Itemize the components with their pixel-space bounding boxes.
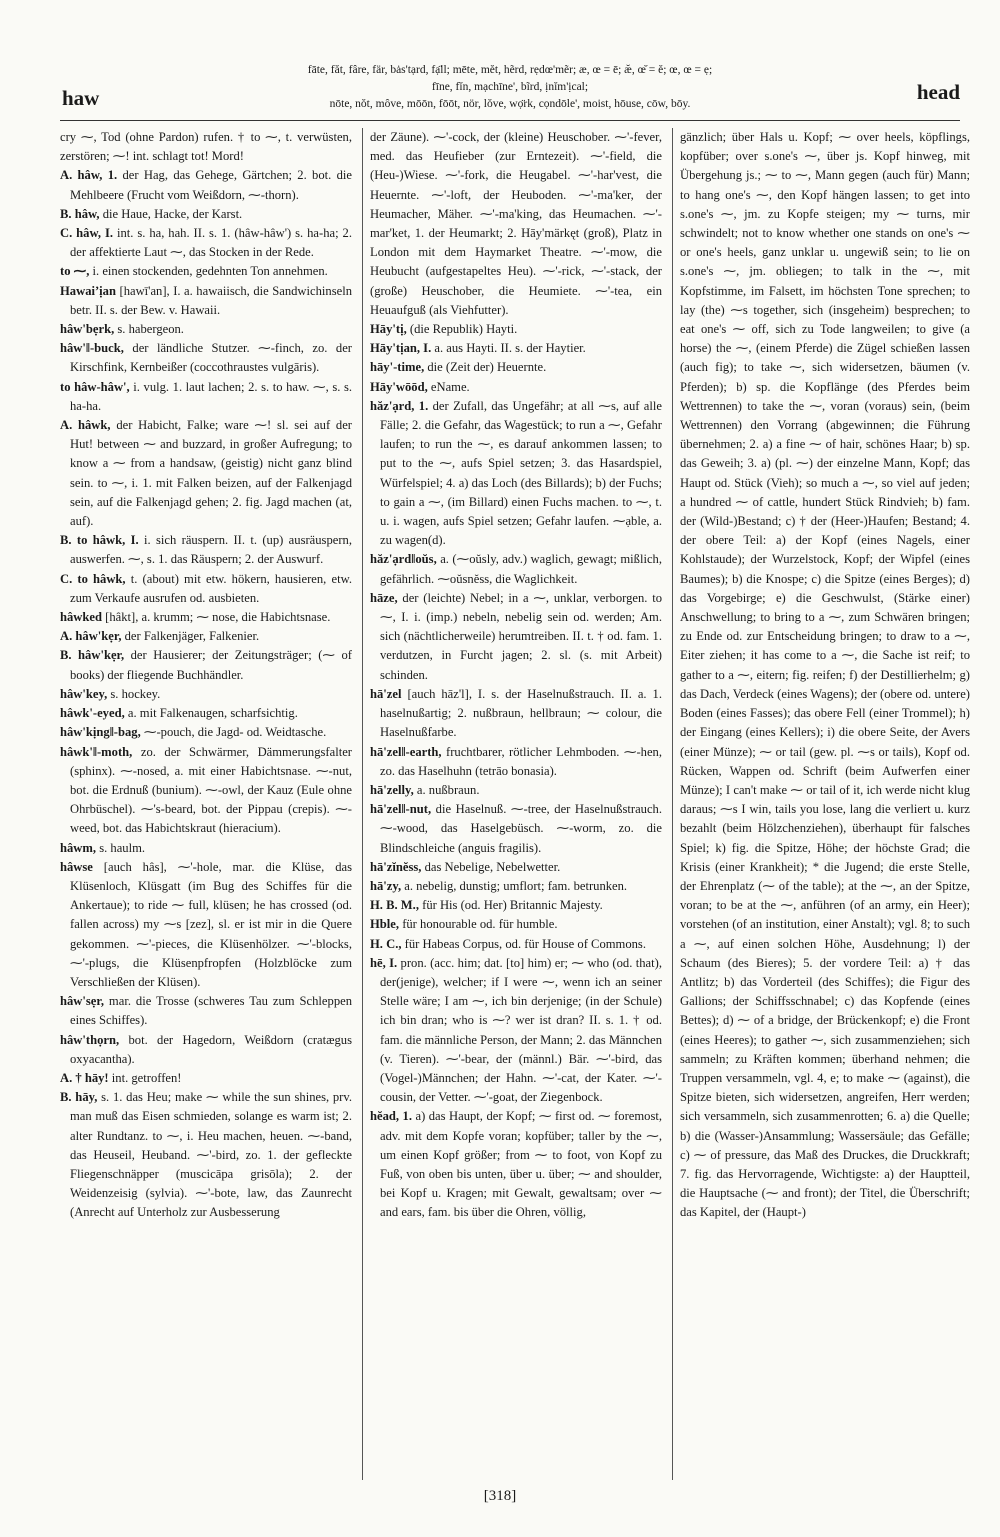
entry-headword: Hāy'tịan, I. bbox=[370, 341, 432, 356]
entry-definition: die (Zeit der) Heuernte. bbox=[424, 360, 547, 375]
entry-headword: B. to hâwk, I. bbox=[60, 533, 139, 548]
entry-headword: hā'zel‖-earth, bbox=[370, 744, 442, 759]
dictionary-entry bbox=[60, 128, 352, 166]
page-number: [318] bbox=[483, 1488, 517, 1504]
entry-definition: der (leichte) Nebel; in a ⁓, unklar, verborgen. to ⁓, I. i. (imp.) nebeln, nebelig sein od. werden; Am. sich (nächtlicherweile) herumtreiben. II. t. † od. fam. 1. verdutzen, in Furcht jagen; 2. sl. (s. mit Arbeit) schinden. bbox=[380, 590, 662, 682]
dictionary-entry bbox=[60, 1088, 352, 1222]
entry-definition: cry ⁓, Tod (ohne Pardon) rufen. † to ⁓, t. verwüsten, zerstören; ⁓! int. schlagt tot! Mord! bbox=[60, 130, 352, 164]
dictionary-entry bbox=[60, 723, 352, 742]
entry-definition: a. nußbraun. bbox=[413, 782, 480, 797]
entry-definition: int. s. ha, hah. II. s. 1. (hâw-hâw') s. ha-ha; 2. der affektierte Laut ⁓, das Stocken in der Rede. bbox=[70, 226, 352, 260]
entry-columns bbox=[60, 128, 970, 1480]
dictionary-entry bbox=[60, 858, 352, 992]
dictionary-entry bbox=[370, 589, 662, 685]
dictionary-entry bbox=[370, 743, 662, 781]
entry-headword: A. hâw, 1. bbox=[60, 168, 118, 183]
entry-headword: hā'zel‖-nut, bbox=[370, 802, 432, 817]
dictionary-entry bbox=[60, 339, 352, 377]
dictionary-entry bbox=[60, 627, 352, 646]
entry-headword: A. † hāy! bbox=[60, 1070, 109, 1085]
running-head-last-word: head bbox=[916, 80, 960, 104]
entry-definition: der Falkenjäger, Falkenier. bbox=[121, 629, 260, 644]
dictionary-entry bbox=[370, 378, 662, 397]
entry-headword: C. hâw, I. bbox=[60, 226, 114, 241]
entry-headword: H. C., bbox=[370, 936, 402, 951]
entry-headword: hâw'bẹrk, bbox=[60, 322, 115, 337]
dictionary-entry bbox=[370, 935, 662, 954]
dictionary-entry bbox=[680, 128, 970, 1223]
dictionary-entry bbox=[60, 743, 352, 839]
entry-headword: Hawaiʼịan bbox=[60, 283, 116, 298]
entry-headword: Hāy'wōōd, bbox=[370, 379, 428, 394]
entry-definition: a. mit Falkenaugen, scharfsichtig. bbox=[124, 706, 298, 721]
entry-definition: ⁓-pouch, die Jagd- od. Weidtasche. bbox=[140, 725, 327, 740]
entry-headword: hâwked bbox=[60, 610, 102, 625]
entry-headword: hā'zelly, bbox=[370, 782, 414, 797]
entry-headword: hā'zy, bbox=[370, 878, 402, 893]
entry-headword: hâw'thọrn, bbox=[60, 1032, 120, 1047]
entry-headword: hăz'ạrd, 1. bbox=[370, 398, 429, 413]
dictionary-entry bbox=[60, 1031, 352, 1069]
entry-headword: to ⁓, bbox=[60, 264, 90, 279]
entry-definition: gänzlich; über Hals u. Kopf; ⁓ over heels, köpflings, kopfüber; over s.one's ⁓, über js. Kopf hinweg, mit Übergehung js.; ⁓ to ⁓, Mann gegen (auch für) Mann; to hang one's ⁓, den Kopf hängen lassen; to get into s.one's ⁓, jm. zu Kopfe steigen; my ⁓ turns, mir schwindelt; not to know whether one stands on one's ⁓ or one's heels, ganz unklar u. ungewiß sein; to lie on s.one's ⁓, jm. obliegen; to talk in the ⁓, mit Kopfstimme, im Falsett, im höchsten Tone sprechen; to lay (the) ⁓s together, sich (insgeheim) besprechen; to eat one's ⁓ off, sich zu Tode langweilen; to give (a horse) the ⁓, (einem Pferde) die Zügel schießen lassen (auch fig); to take ⁓, sich widersetzen, bäumen (v. Pferden); b) sp. die Kopflänge (des Pferdes beim Wettrennen) to take the ⁓, voran (voraus) sein, (beim Wettrennen) den Vorrang (abgewinnen; die Führung übernehmen; 2. a) a fine ⁓ of hair, schönes Haar; b) sp. das Geweih; 3. a) (pl. ⁓) der einzelne Mann, Kopf; das Haupt od. Stück (Vieh); so much a ⁓, so viel auf jeden; a hundred ⁓ of cattle, hundert Stück Rindvieh; b) fam. der (Wild-)Bestand; c) † der (Heer-)Haufen; Bestand; 4. der obere Teil: a) der Kopf (eines Nagels, einer Kohlstaude); der Wurzelstock, Kopf; der Wipfel (eines Baumes); b) die Knospe; c) die Spitze (eines Berges); d) das Vorgebirge; e) die Geschwulst, (Stärke einer) Anschwellung; to bring to a ⁓, zum Schwären bringen; zu Ende od. zur Entscheidung bringen; to draw to a ⁓, Eiter ziehen; it has come to a ⁓, die Sache ist reif; to gather to a ⁓, eitern; fig. reifen; f) der Destillierhelm; g) das Dach, Verdeck (eines Wagens); der (obere od. untere) Boden (eines Fasses); das obere Fell (einer Trommel); h) der Eingang (eines Kellers); i) die obere Seite, der Avers (einer Münze); ⁓ or tail (gew. pl. ⁓s or tails), Kopf od. Rücken, Wappen od. Schrift (beim Aufwerfen einer Münze); I can't make ⁓ or tail of it, ich werde nicht klug daraus; ⁓s I win, tails you lose, lang die verliert u. kurz bezahlt (beim Hölzchenziehen), überhaupt für falsches Spiel; k) fig. die Spitze, Höhe; der höchste Grad; die Krisis (einer Krankheit); * die Jugend; die erste Stelle, der Ehrenplatz (⁓ of the table); at the ⁓, an der Spitze, voran; to be at the ⁓, anführen (of an army, ein Heer); vorstehen (of an institution, einer Anstalt); vgl. 8; to such a ⁓, auf einen solchen Höhe, Ausdehnung; l) der Schaum (des Bieres); 5. der vordere Teil: a) † das Antlitz; b) das Vorderteil (des Schiffes); die Figur des Gallions; der Schiffsschnabel; c) das Kopfende (eines Bettes); d) ⁓ of a bridge, der Brückenkopf; e) die Front (eines Heeres); to gather ⁓, sich zusammenziehen; sich sammeln; zu Kräften kommen; überhand nehmen; die Truppen versammeln, vgl. 4, e; to make ⁓ (against), die Spitze bieten, sich widersetzen, angreifen, Herr werden; sich versammeln, sich zusammenrotten; 6. a) die Quelle; b) die (Wasser-)Ansammlung; Wassersäule; das Gefälle; c) ⁓ of pressure, das Maß des Druckes, die Druckkraft; 7. fig. das Hervorragende, Wichtigste: a) der Hauptteil, die Hauptsache (⁓ and front); der Titel, die Überschrift; das Kapitel, der (Haupt-) bbox=[680, 130, 970, 1220]
dictionary-entry bbox=[370, 550, 662, 588]
dictionary-entry bbox=[60, 685, 352, 704]
dictionary-entry bbox=[370, 128, 662, 320]
entry-definition: der Hausierer; der Zeitungsträger; (⁓ of books) der fliegende Buchhändler. bbox=[70, 648, 352, 682]
dictionary-entry bbox=[370, 320, 662, 339]
entry-headword: hē, I. bbox=[370, 955, 398, 970]
entry-definition: für Habeas Corpus, od. für House of Commons. bbox=[401, 936, 646, 951]
header-rule bbox=[60, 120, 960, 121]
dictionary-entry bbox=[60, 1069, 352, 1088]
dictionary-entry bbox=[60, 646, 352, 684]
entry-headword: hā'zel bbox=[370, 686, 402, 701]
entry-headword: hâwk'-eyed, bbox=[60, 706, 125, 721]
entry-headword: hĕad, 1. bbox=[370, 1109, 412, 1124]
column-left bbox=[60, 128, 352, 1480]
entry-headword: hâwse bbox=[60, 859, 93, 874]
pronunciation-line-1: fāte, făt, fâre, fär, bȧs'tạrd, fạ̈ll; mēte, mĕt, hẽrd, rẹdœ'mẽr; æ, œ = ē; æ̆, œ̆ = ĕ; œ, œ = ẹ; bbox=[307, 64, 713, 76]
entry-headword: hâw'key, bbox=[60, 686, 108, 701]
dictionary-entry bbox=[60, 531, 352, 569]
entry-headword: hāy'-time, bbox=[370, 360, 425, 375]
column-right bbox=[680, 128, 970, 1480]
dictionary-entry bbox=[60, 166, 352, 204]
entry-headword: Hāy'tị, bbox=[370, 322, 407, 337]
dictionary-entry bbox=[370, 800, 662, 858]
pronunciation-line-3: nōte, nŏt, môve, mōōn, fōōt, nör, lŏve, wọ̈rk, cọndōle', moist, hōuse, cōw, bōy. bbox=[329, 98, 691, 110]
dictionary-entry bbox=[60, 608, 352, 627]
entry-headword: B. hâw, bbox=[60, 206, 100, 221]
column-divider bbox=[672, 128, 673, 1480]
entry-headword: hāze, bbox=[370, 590, 398, 605]
dictionary-entry bbox=[60, 224, 352, 262]
dictionary-entry bbox=[370, 685, 662, 743]
entry-definition: zo. der Schwärmer, Dämmerungsfalter (sphinx). ⁓-nosed, a. mit einer Habichtsnase. ⁓-nut, bot. die Erdnuß (bunium). ⁓-owl, der Kauz (Eule ohne Ohrbüschel). ⁓'s-beard, bot. der Pippau (crepis). ⁓-weed, bot. das Habichtskraut (hieracium). bbox=[70, 744, 352, 836]
entry-definition: [hâkt], a. krumm; ⁓ nose, die Habichtsnase. bbox=[102, 610, 331, 625]
entry-definition: t. (about) mit etw. hökern, hausieren, etw. zum Verkaufe ausrufen od. ausbieten. bbox=[70, 571, 352, 605]
dictionary-entry bbox=[370, 896, 662, 915]
dictionary-entry bbox=[370, 1107, 662, 1222]
entry-definition: s. habergeon. bbox=[114, 322, 184, 337]
dictionary-entry bbox=[370, 781, 662, 800]
entry-headword: to hâw-hâw', bbox=[60, 379, 130, 394]
entry-definition: [auch hāz'l], I. s. der Haselnußstrauch. II. a. 1. haselnußartig; 2. nußbraun, hellbraun; ⁓ colour, die Haselnußfarbe. bbox=[380, 686, 662, 740]
entry-headword: H. B. M., bbox=[370, 898, 419, 913]
entry-definition: für honourable od. für humble. bbox=[399, 917, 558, 932]
dictionary-entry bbox=[370, 339, 662, 358]
entry-headword: hā'zĭnĕss, bbox=[370, 859, 422, 874]
entry-definition: [auch hâs], ⁓'-hole, mar. die Klüse, das Klüsenloch, Klüsgatt (im Bug des Schiffes für die Ankertaue); to ride ⁓ full, klüsen; he has crossed (od. fallen across) my ⁓s [zez], sl. er ist mir in die Quere gekommen. ⁓'-pieces, die Klüsenhölzer. ⁓'-blocks, ⁓'-plugs, die Klüsenpfropfen (Holzblöcke zum Verschließen der Klüsen). bbox=[70, 859, 352, 989]
dictionary-entry bbox=[370, 877, 662, 896]
entry-definition: s. hockey. bbox=[107, 686, 161, 701]
entry-definition: pron. (acc. him; dat. [to] him) er; ⁓ who (od. that), der(jenige), welcher; if I were ⁓, wenn ich an seiner Stelle wäre; I am ⁓, ich bin derjenige; (in der Schule) ich bin dran; who is ⁓? wer ist dran? II. s. 1. † od. fam. die männliche Person, der Mann; 2. das Männchen (v. Tieren). ⁓'-bear, der (männl.) Bär. ⁓'-bird, das (Vogel-)Männchen; der Hahn. ⁓'-cat, der Kater. ⁓'-cousin, der Vetter. ⁓'-goat, der Ziegenbock. bbox=[380, 955, 662, 1105]
entry-headword: hâwm, bbox=[60, 840, 97, 855]
entry-definition: i. einen stockenden, gedehnten Ton annehmen. bbox=[89, 264, 328, 279]
entry-definition: der Zäune). ⁓'-cock, der (kleine) Heuschober. ⁓'-fever, med. das Heufieber (zur Erntezeit). ⁓'-field, die (Heu-)Wiese. ⁓'-fork, die Heugabel. ⁓'-har'vest, die Heuernte. ⁓'-loft, der Heuboden. ⁓'-ma'ker, der Heumacher, Mäher. ⁓'-ma'king, das Heumachen. ⁓'-mar'ket, 1. der Heumarkt; 2. Hāy'märkęt (groß), Platz in London mit dem Haymarket Theatre. ⁓'-mow, die Heubucht (aufgestapeltes Heu). ⁓'-rick, ⁓'-stack, der (große) Heuschober, die Heumiete. ⁓'-tea, ein Heuaufguß (als Viehfutter). bbox=[370, 130, 662, 317]
dictionary-entry bbox=[370, 858, 662, 877]
entry-headword: B. hāy, bbox=[60, 1090, 98, 1105]
entry-definition: fruchtbarer, rötlicher Lehmboden. ⁓-hen, zo. das Haselhuhn (tetrāo bonasia). bbox=[380, 744, 662, 778]
pronunciation-line-2: fīne, fĭn, mạchīne', bĩrd, ịnĭm'ịcal; bbox=[431, 81, 589, 93]
entry-definition: der Hag, das Gehege, Gärtchen; 2. bot. die Mehlbeere (Frucht vom Weißdorn, ⁓-thorn). bbox=[70, 168, 352, 202]
entry-headword: Hble, bbox=[370, 917, 400, 932]
entry-definition: a. (⁓oŭsly, adv.) waglich, gewagt; mißlich, gefährlich. ⁓oŭsnĕss, die Waglichkeit. bbox=[380, 552, 662, 586]
dictionary-entry bbox=[60, 992, 352, 1030]
entry-definition: s. haulm. bbox=[96, 840, 146, 855]
entry-definition: der Zufall, das Ungefähr; at all ⁓s, auf alle Fälle; 2. die Gefahr, das Wagestück; to run a ⁓, Gefahr laufen; to run the ⁓, es darauf ankommen lassen; to put to the ⁓, aufs Spiel setzen; 3. das Hasardspiel, Würfelspiel; 4. a) das Loch (des Billards); b) der Fuchs; to gain a ⁓, (im Billard) einen Fuchs machen. to ⁓, t. u. i. wagen, aufs Spiel setzen; Gefahr laufen. ⁓ạble, a. zu wagen(d). bbox=[380, 398, 662, 548]
pronunciation-guide bbox=[190, 62, 830, 113]
entry-headword: A. hâw'kẹr, bbox=[60, 629, 122, 644]
dictionary-entry bbox=[60, 378, 352, 416]
entry-headword: hâw'sẹr, bbox=[60, 994, 104, 1009]
entry-headword: hâwk'‖-moth, bbox=[60, 744, 133, 759]
entry-definition: bot. der Hagedorn, Weißdorn (cratægus oxyacantha). bbox=[70, 1032, 352, 1066]
dictionary-entry bbox=[60, 570, 352, 608]
dictionary-entry bbox=[370, 358, 662, 377]
entry-definition: a. aus Hayti. II. s. der Haytier. bbox=[431, 341, 586, 356]
entry-definition: für His (od. Her) Britannic Majesty. bbox=[418, 898, 603, 913]
entry-headword: B. hâw'kẹr, bbox=[60, 648, 125, 663]
entry-definition: int. getroffen! bbox=[108, 1070, 182, 1085]
entry-definition: (die Republik) Hayti. bbox=[406, 322, 518, 337]
entry-headword: hăz'ạrd‖oŭs, bbox=[370, 552, 437, 567]
entry-definition: a) das Haupt, der Kopf; ⁓ first od. ⁓ foremost, adv. mit dem Kopfe voran; kopfüber; taller by the ⁓, um einen Kopf größer; from ⁓ to foot, von Kopf zu Fuß, von oben bis unten, über u. über; ⁓ and shoulder, bei Kopf u. Kragen; mit Gewalt, gewaltsam; over ⁓ and ears, fam. bis über die Ohren, völlig, bbox=[380, 1109, 662, 1220]
entry-definition: i. vulg. 1. laut lachen; 2. s. to haw. ⁓, s. s. ha-ha. bbox=[70, 379, 352, 413]
entry-definition: die Haue, Hacke, der Karst. bbox=[99, 206, 243, 221]
dictionary-entry bbox=[60, 282, 352, 320]
column-middle bbox=[370, 128, 662, 1480]
dictionary-entry bbox=[370, 915, 662, 934]
entry-definition: a. nebelig, dunstig; umflort; fam. betrunken. bbox=[401, 878, 628, 893]
entry-definition: mar. die Trosse (schweres Tau zum Schleppen eines Schiffes). bbox=[70, 994, 352, 1028]
entry-definition: die Haselnuß. ⁓-tree, der Haselnußstrauch. ⁓-wood, das Haselgebüsch. ⁓-worm, zo. die Blindschleiche (anguis fragilis). bbox=[380, 802, 662, 855]
running-head-first-word: haw bbox=[62, 86, 100, 110]
dictionary-entry bbox=[60, 839, 352, 858]
dictionary-entry bbox=[60, 320, 352, 339]
dictionary-entry bbox=[60, 205, 352, 224]
entry-definition: i. sich räuspern. II. t. (up) ausräuspern, auswerfen. ⁓, s. 1. das Räuspern; 2. der Auswurf. bbox=[70, 533, 352, 567]
entry-definition: der ländliche Stutzer. ⁓-finch, zo. der Kirschfink, Kernbeißer (coccothraustes vulgāris). bbox=[70, 341, 352, 375]
entry-definition: das Nebelige, Nebelwetter. bbox=[421, 859, 561, 874]
dictionary-entry bbox=[60, 416, 352, 531]
column-divider bbox=[362, 128, 363, 1480]
entry-headword: hâw'‖-buck, bbox=[60, 341, 124, 356]
entry-definition: s. 1. das Heu; make ⁓ while the sun shines, prv. man muß das Eisen schmieden, solange es warm ist; 2. alter Rundtanz. to ⁓, i. Heu machen, heuen. ⁓-band, das Heuseil, Heuband. ⁓'-bird, zo. 1. der gefleckte Fliegenschnäpper (muscicāpa grisōla); 2. der Weidenzeisig (sylvia). ⁓'-bote, law, das Zaunrecht (Anrecht auf Unterholz zur Ausbesserung bbox=[70, 1090, 352, 1220]
entry-definition: der Habicht, Falke; ware ⁓! sl. sei auf der Hut! between ⁓ and buzzard, in großer Aufregung; to know a ⁓ from a handsaw, (geistig) nicht ganz blind sein. to ⁓, i. 1. mit Falken beizen, auf der Falkenjagd sein, auf die Falkenjagd gehen; 2. fig. Jagd machen (at, auf). bbox=[70, 418, 352, 529]
dictionary-entry bbox=[60, 262, 352, 281]
dictionary-entry bbox=[370, 397, 662, 551]
entry-definition: eName. bbox=[427, 379, 470, 394]
dictionary-entry bbox=[60, 704, 352, 723]
entry-headword: hâw'kịng‖-bag, bbox=[60, 725, 141, 740]
dictionary-entry bbox=[370, 954, 662, 1108]
entry-definition: [hawī'an], I. a. hawaiisch, die Sandwichinseln betr. II. s. der Bew. v. Hawaii. bbox=[70, 283, 352, 317]
entry-headword: C. to hâwk, bbox=[60, 571, 126, 586]
entry-headword: A. hâwk, bbox=[60, 418, 111, 433]
